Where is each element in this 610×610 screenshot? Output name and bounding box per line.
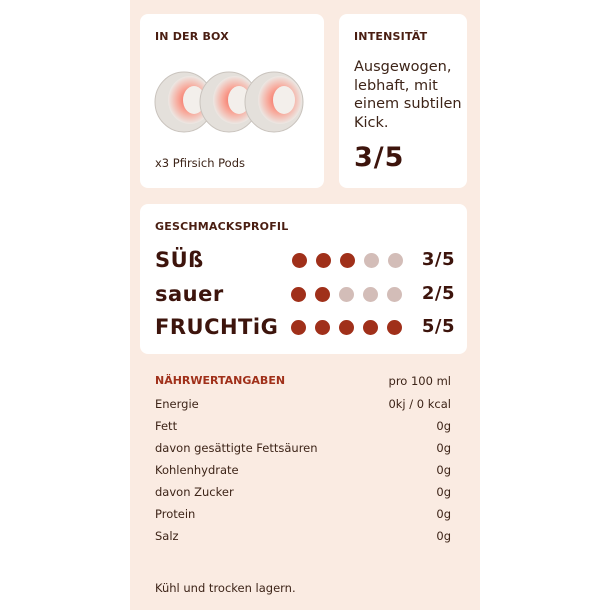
nutrition-value: 0g <box>436 529 451 543</box>
nutrition-row <box>155 526 451 548</box>
rating-dots <box>292 253 403 268</box>
flavor-score: 2/5 <box>421 283 455 304</box>
nutrition-value: 0g <box>436 507 451 521</box>
flavor-row-fruity <box>155 314 455 340</box>
rating-dot-empty <box>339 287 354 302</box>
nutrition-unit: pro 100 ml <box>388 374 451 388</box>
rating-dot-empty <box>387 287 402 302</box>
nutrition-title: NÄHRWERTANGABEN <box>155 374 286 387</box>
nutrition-table <box>155 372 451 548</box>
rating-dot-filled <box>315 320 330 335</box>
rating-dot-filled <box>339 320 354 335</box>
nutrition-value: 0g <box>436 419 451 433</box>
pods-caption: x3 Pfirsich Pods <box>155 156 245 170</box>
rating-dot-filled <box>387 320 402 335</box>
rating-dot-filled <box>315 287 330 302</box>
flavor-name: FRUCHTiG <box>155 315 279 339</box>
flavor-row-sweet <box>155 247 455 273</box>
pod-icon <box>245 72 303 132</box>
intensity-description: Ausgewogen, lebhaft, mit einem subtilen Kick. <box>354 59 462 131</box>
rating-dot-filled <box>292 253 307 268</box>
flavor-name: sauer <box>155 282 224 306</box>
rating-dot-empty <box>388 253 403 268</box>
rating-dot-empty <box>364 253 379 268</box>
flavor-profile-title: GESCHMACKSPROFIL <box>155 220 289 233</box>
product-info-panel <box>130 0 480 610</box>
nutrition-label: Salz <box>155 529 179 543</box>
flavor-profile-card <box>140 204 467 354</box>
nutrition-value: 0g <box>436 463 451 477</box>
intensity-card <box>339 14 467 188</box>
nutrition-label: Kohlenhydrate <box>155 463 239 477</box>
rating-dots <box>291 287 402 302</box>
rating-dot-filled <box>340 253 355 268</box>
in-the-box-title: IN DER BOX <box>155 30 229 43</box>
in-the-box-card <box>140 14 324 188</box>
nutrition-value: 0g <box>436 485 451 499</box>
nutrition-value: 0kj / 0 kcal <box>388 397 451 411</box>
nutrition-row <box>155 504 451 526</box>
rating-dot-filled <box>291 287 306 302</box>
intensity-value: 3/5 <box>354 142 405 173</box>
rating-dot-filled <box>363 320 378 335</box>
flavor-score: 3/5 <box>421 249 455 270</box>
rating-dot-empty <box>363 287 378 302</box>
rating-dot-filled <box>291 320 306 335</box>
flavor-row-sour <box>155 281 455 307</box>
nutrition-label: davon Zucker <box>155 485 234 499</box>
rating-dot-filled <box>316 253 331 268</box>
nutrition-label: Energie <box>155 397 199 411</box>
nutrition-row <box>155 394 451 416</box>
nutrition-row <box>155 416 451 438</box>
flavor-name: SÜß <box>155 248 204 272</box>
nutrition-label: Protein <box>155 507 196 521</box>
nutrition-value: 0g <box>436 441 451 455</box>
rating-dots <box>291 320 402 335</box>
nutrition-header <box>155 372 451 394</box>
nutrition-row <box>155 482 451 504</box>
storage-note: Kühl und trocken lagern. <box>155 581 296 595</box>
flavor-score: 5/5 <box>421 316 455 337</box>
nutrition-row <box>155 460 451 482</box>
nutrition-label: davon gesättigte Fettsäuren <box>155 441 318 455</box>
nutrition-row <box>155 438 451 460</box>
nutrition-label: Fett <box>155 419 178 433</box>
intensity-title: INTENSITÄT <box>354 30 428 43</box>
pods-image <box>154 62 314 142</box>
